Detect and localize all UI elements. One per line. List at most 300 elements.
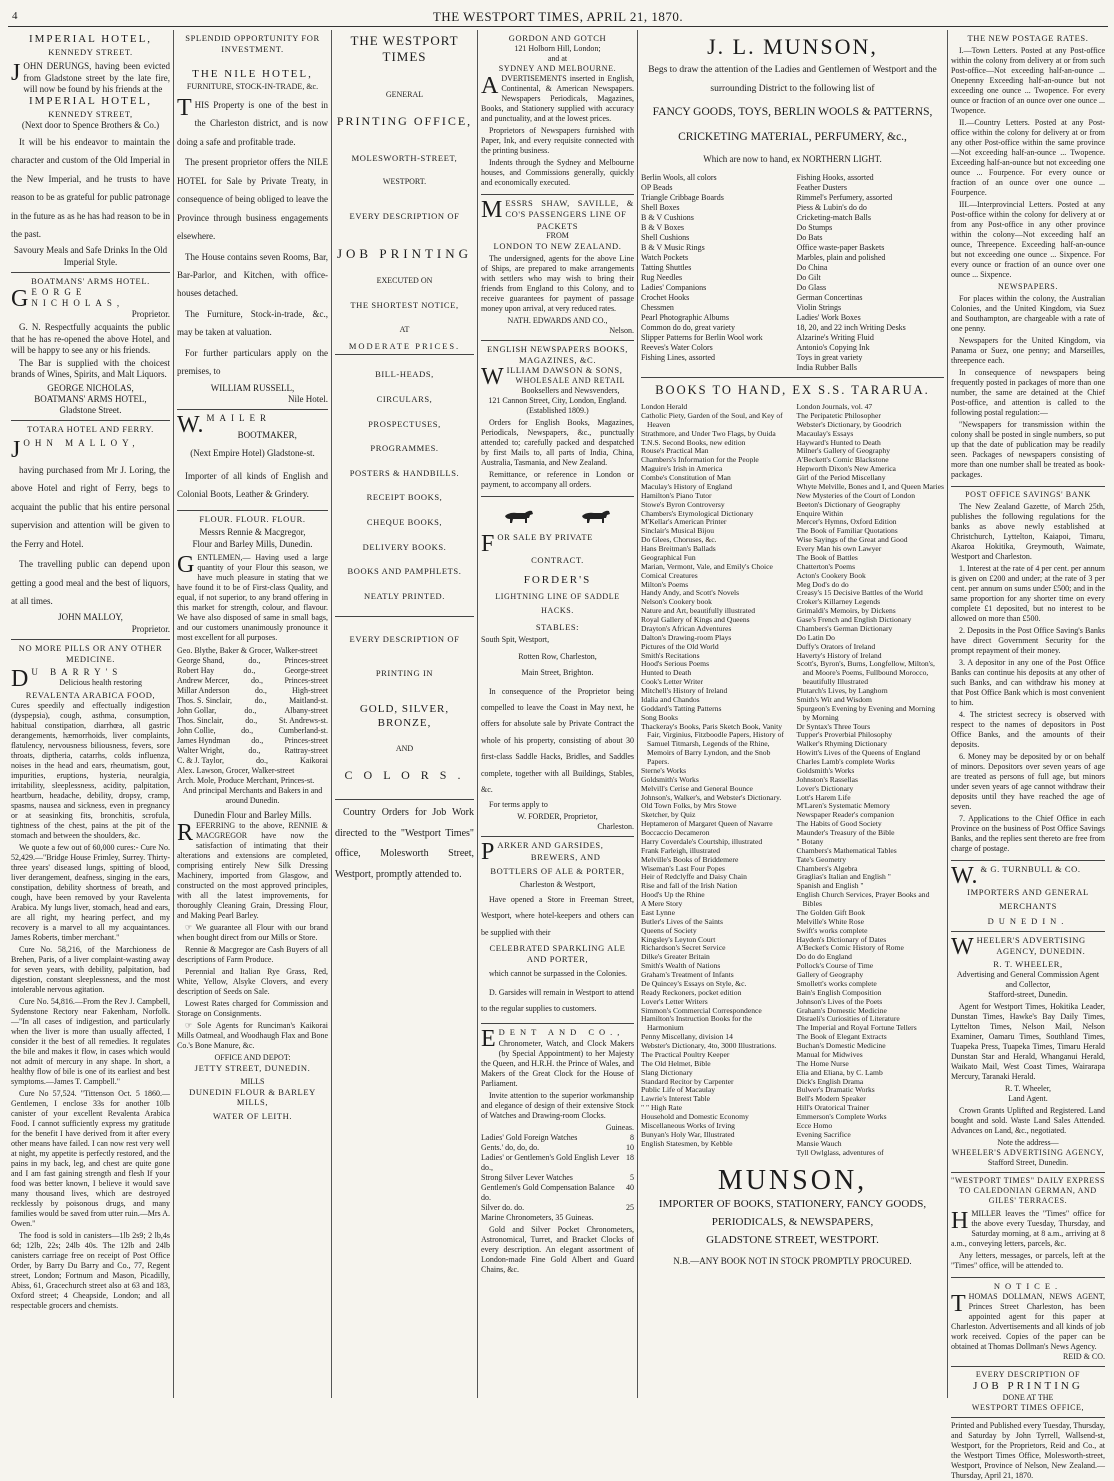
ad-body: The Furniture, Stock-in-trade, &c., may be taken at valuation.	[177, 308, 328, 338]
testimonial-cell: do.,	[251, 675, 263, 685]
ad-title: FLOUR. FLOUR. FLOUR.	[199, 513, 306, 524]
book-item: Smith's Recitations	[641, 650, 700, 660]
goods-item: Do Glass	[796, 283, 827, 293]
ad-title: THE WESTPORT TIMES	[350, 33, 459, 65]
ad-body: Invite attention to the superior workmanship and elegance of design of their extensive Stock of Watches and Drawing-room Clocks.	[481, 1090, 634, 1120]
testimonial-cell: do.,	[245, 715, 258, 725]
book-item: Song Books	[641, 712, 678, 722]
book-item: Gallery of Geography	[796, 970, 864, 980]
book-item: New Mysteries of the Court of London	[796, 490, 916, 500]
testimonial-cell: Princes-street	[284, 675, 328, 685]
ad-body: Agent for Westport Times, Hokitika Leader, Dunstan Times, Hawke's Bay Daily Times, Lyttelton Times, Nelson Mail, Nelson Examiner, Oamaru Times, Southland Times, Tuapeka Press, Tuapeka Times, Timaru Herald Dunstan Star and Herald, Whanganui Herald, Waikato Mail, West Coast Times, Wairarapa Mercury, Taranaki Herald.	[951, 1002, 1105, 1081]
goods-item: Do Gilt	[796, 273, 821, 283]
book-item: Old Town Folks, by Mrs Stowe	[641, 801, 737, 811]
book-item: Elia and Eliana, by C. Lamb	[796, 1067, 883, 1077]
column-3	[332, 30, 478, 1398]
book-item: Nelson's Cookery book	[641, 597, 712, 607]
ad-subtitle: Booksellers and Newsvenders,	[521, 386, 620, 396]
goods-item: Chessmen	[641, 303, 674, 313]
price-cell: Gents.' do, do, do.	[481, 1142, 540, 1152]
price-cell: 10	[626, 1142, 634, 1152]
book-item: Royal Gallery of Kings and Queens	[641, 615, 750, 625]
goods-item: Berlin Wools, all colors	[641, 173, 717, 183]
ad-boatmans-arms	[11, 273, 170, 421]
testimonial-name-row	[177, 746, 328, 756]
ad-heading: JOB PRINTING	[336, 245, 473, 261]
ad-address: DUNEDIN.	[987, 915, 1069, 926]
ad-body: 6. Money may be deposited by or on behalf of minors. Depositors over seven years of age are treated as persons of full age, but minors under seven years of age cannot withdraw their deposits until they have reached the age of seven.	[951, 751, 1105, 811]
ad-body: The House contains seven Rooms, Bar, Bar-Parlor, and Kitchen, with office-houses detached.	[177, 251, 328, 299]
drop-cap: T	[951, 1290, 966, 1317]
ad-body: Cure No 57,524. "Tittenson Oct. 5 1860.—Gentlemen, I enclose 33s for another 10lb canister of your excellent Revalenta Arabica Food. I cannot sufficiently express my gratitude for the benefit I have derived from it after every other means have failed. I can now rest very well at night, my appetite is perfectly restored, and the pains in my back, leg, and chest are quite gone and I am fast gaining strength and flesh If your food was better known, I believe it would save many thousand lives, which are destroyed recklessly by poisonous drugs, and many families would be saved from utter ruin.—Mrs A. Owen."	[11, 1088, 170, 1228]
price-cell: 5	[630, 1172, 634, 1182]
testimonial-name-row	[177, 676, 328, 686]
testimonial-name-row	[177, 726, 328, 736]
book-item: London Journals, vol. 47	[796, 402, 873, 412]
book-item: Maculay's History of England	[641, 481, 732, 491]
ad-heading: FORDER'S	[523, 574, 592, 586]
ad-body: Note the address—	[997, 1138, 1059, 1147]
price-cell: 8	[630, 1132, 634, 1142]
ad-body: Remittance, or reference in London or payment, to accompany all orders.	[481, 470, 634, 490]
book-item: Do Glees, Choruses, &c.	[641, 535, 717, 545]
drop-cap: F	[481, 531, 495, 558]
ad-address: Stafford Street, Dunedin.	[987, 1158, 1069, 1167]
testimonial-name-row	[177, 646, 328, 656]
book-item: Tate's Geometry	[796, 854, 847, 864]
goods-item: Pearl Photographic Albums	[641, 313, 729, 323]
testimonial-cell: Princes-street	[284, 735, 328, 745]
goods-item: Fishing Hooks, assorted	[796, 173, 874, 183]
book-item: " " High Rate	[641, 1103, 682, 1113]
testimonial-cell: Kaikorai	[299, 755, 328, 765]
ad-body: Newspapers for the United Kingdom, via Panama or Suez, one penny; and Marseilles, threepence each.	[951, 335, 1105, 365]
book-item: Rouse's Practical Man	[641, 446, 709, 456]
ad-signature: REID & CO.	[1063, 1351, 1105, 1361]
book-item: Bain's English Composition	[796, 987, 882, 997]
ad-body: 4. The strictest secrecy is observed with respect to the names of depositors in Post Office Banks, and the amounts of their deposits.	[951, 709, 1105, 749]
testimonial-cell: High-street	[291, 685, 328, 695]
book-item: Nature and Art, beautifully illustrated	[641, 606, 756, 616]
ad-heading: & G. TURNBULL & CO.	[980, 863, 1081, 874]
testimonial-cell: Millar Anderson	[177, 685, 230, 695]
ad-heading: ARKER AND GARSIDES,	[497, 840, 604, 851]
ad-body: III.—Interprovincial Letters. Posted at any Post-office within the colony for delivery at or from any Post-office in any other province within the colony—Not exceeding half an ounce, Threepence. Exceeding half-an-ounce but not exceeding one ounce ... Sixpence. For every ounce or fraction of an ounce over one ounce ... Sixpence.	[951, 199, 1105, 279]
book-item: Meg Dod's do do	[796, 579, 849, 589]
job-item: PROGRAMMES.	[370, 443, 439, 454]
ad-title: BOATMANS' ARMS HOTEL.	[31, 275, 150, 286]
ad-body: EVERY DESCRIPTION OF	[349, 211, 460, 222]
goods-item: Toys in great variety	[796, 353, 863, 363]
goods-item: Marbles, plain and polished	[796, 253, 886, 263]
horse-illustrations	[481, 506, 634, 526]
book-item: Maguire's Irish in America	[641, 464, 723, 474]
book-item: The Book of Elegant Extracts	[796, 1032, 887, 1042]
ad-subtitle: AGENCY, DUNEDIN.	[996, 945, 1086, 956]
ad-address: Rotten Row, Charleston,	[518, 651, 597, 661]
testimonial-names	[177, 646, 328, 786]
horse-icon	[578, 506, 614, 526]
ad-body: "Newspapers for transmission within the colony shall be posted in single numbers, so put up that the date of publication may be readily seen. Packages of newspapers consisting of more than one number shall be treated as book-packages.	[951, 419, 1105, 479]
ad-body: 3. A depositor in any one of the Post Office Banks can continue his deposits at any other of such Banks, and can withdraw his money at that Post Office Bank which is most convenient to him.	[951, 657, 1105, 707]
ad-heading: ESSRS SHAW, SAVILLE, & CO'S PASSENGERS LINE OF	[505, 197, 634, 219]
ad-body: The present proprietor offers the NILE HOTEL for Sale by Private Treaty, in consequence of being obliged to leave the Province through business engagements elsewhere.	[177, 157, 328, 242]
ad-body: EFERRING to the above, RENNIE & MACGREGOR have now the satisfaction of intimating that their alterations and extensions are completed, comprising entirely New Silk Dressing Machinery, imported from Glasgow, and constructed on the most approved principles, with all the latest improvements, for thoroughly Cleaning Grain, Dressing Flour, and Making Pearl Barley.	[177, 821, 328, 921]
book-item: Disraeli's Curiosities of Literature	[796, 1014, 900, 1024]
book-item: Smith's Wealth of Nations	[641, 961, 721, 971]
goods-item: Tatting Shuttles	[641, 263, 692, 273]
ad-body: 7. Applications to the Chief Office in each Province on the business of Post Office Savings Banks, and the replies sent thereto are free from charge of postage.	[951, 813, 1105, 853]
ad-signature: BOATMANS' ARMS HOTEL,	[34, 393, 147, 404]
ad-subtitle: OFFICE AND DEPOT:	[214, 1053, 291, 1063]
book-item: Macaulay's Essays	[796, 428, 854, 438]
ad-notice	[951, 1278, 1105, 1367]
book-item: Evening Sacrifice	[796, 1129, 851, 1139]
ad-heading: PACKETS	[536, 220, 579, 231]
ad-role: Proprietor.	[131, 623, 170, 634]
ad-body: Country Orders for Job Work directed to the "Westport Times" office, Molesworth Street, Westport, promptly attended to.	[335, 807, 474, 880]
ad-title: IMPERIAL HOTEL,	[28, 33, 153, 45]
book-item: Graglias's Italian and English "	[796, 872, 891, 882]
ad-title: GORDON AND GOTCH	[508, 33, 607, 43]
book-item: Maunder's Treasury of the Bible	[796, 828, 895, 838]
book-item: T.N.S. Second Books, new edition	[641, 437, 746, 447]
book-item: Lover's Dictionary	[796, 783, 854, 793]
goods-item: Do Bats	[796, 233, 823, 243]
goods-item: Do Stumps	[796, 223, 833, 233]
ad-heading: THE NILE HOTEL,	[192, 68, 313, 81]
goods-item: Triangle Cribbage Boards	[641, 193, 724, 203]
ad-role: MERCHANTS	[999, 901, 1057, 912]
ad-body: The travelling public can depend upon getting a good meal and the best of liquors, at all times.	[11, 559, 170, 606]
book-item: Comical Creatures	[641, 570, 698, 580]
ad-body: D. Garsides will remain in Westport to attend to the regular supplies to customers.	[481, 987, 634, 1013]
goods-item: Ladies' Companions	[641, 283, 707, 293]
testimonial-cell: George-street	[284, 665, 328, 675]
ad-body: Rennie & Macgregor are Cash Buyers of all descriptions of Farm Produce.	[177, 945, 328, 965]
ad-signature: GEORGE NICHOLAS,	[47, 382, 134, 393]
book-item: Bunyan's Holy War, Illustrated	[641, 1129, 735, 1139]
job-item: NEATLY PRINTED.	[363, 590, 446, 601]
ad-body: And principal Merchants and Bakers in and around Dunedin.	[182, 785, 323, 805]
book-item: Sketcher, by Quiz	[641, 810, 696, 820]
ad-role: Advertising and General Commission Agent and Collector,	[956, 970, 1100, 989]
ad-title: NOTICE.	[993, 1281, 1063, 1291]
book-item: Girl of the Period Miscellany	[796, 473, 886, 483]
testimonial-cell: do.,	[248, 655, 261, 665]
ad-heading: WATER OF LEITH.	[212, 1110, 293, 1121]
drop-cap: R	[177, 820, 194, 847]
testimonial-cell: St. Andrews-st.	[278, 715, 328, 725]
book-item: Tupper's Proverbial Philosophy	[796, 730, 893, 740]
price-row	[481, 1183, 634, 1203]
ad-body: EXECUTED ON	[376, 276, 433, 285]
ad-heading: CRICKETING MATERIAL, PERFUMERY, &c.,	[678, 130, 907, 143]
ad-heading: ILLIAM DAWSON & SONS,	[506, 365, 623, 376]
ad-signature: WILLIAM RUSSELL,	[210, 382, 295, 393]
ad-title: "WESTPORT TIMES" DAILY EXPRESS TO CALEDONIAN GERMAN, AND GILES' TERRACES.	[951, 1176, 1106, 1205]
book-item: Bell's Modern Speaker	[796, 1094, 866, 1104]
book-item: Croker's Killarney Legends	[796, 597, 881, 607]
ad-subtitle: Messrs Rennie & Macgregor,	[199, 527, 306, 538]
goods-item: 18, 20, and 22 inch Writing Desks	[796, 323, 906, 333]
ad-imperial-hotel	[11, 30, 170, 273]
ad-heading: U BARRY'S	[31, 667, 123, 678]
testimonial-name-row	[177, 766, 328, 776]
book-item: Household and Domestic Economy	[641, 1112, 749, 1122]
ad-subtitle: Dunedin Flour and Barley Mills.	[193, 809, 312, 820]
goods-list-left	[641, 173, 789, 373]
book-item: Wise Sayings of the Great and Good	[796, 535, 908, 545]
book-item: Dick's English Drama	[796, 1076, 864, 1086]
ad-wheeler-agency	[951, 932, 1105, 1174]
goods-item: Ladies' Work Boxes	[796, 313, 861, 323]
price-cell: Marine Chronometers, 35 Guineas.	[481, 1212, 594, 1222]
book-item: Newspaper Reader's companion	[796, 810, 895, 820]
ad-title: SPLENDID OPPORTUNITY FOR INVESTMENT.	[185, 33, 320, 54]
column-6	[948, 30, 1108, 1481]
goods-item: Alzarine's Writing Fluid	[796, 333, 874, 343]
testimonial-cell: do.,	[248, 745, 261, 755]
books-list-right	[797, 403, 945, 1157]
ad-body: ☞ Sole Agents for Runciman's Kaikorai Mills Oatmeal, and Woodhaugh Flax and Bone Co.'s Bone Manure, &c.	[177, 1021, 328, 1051]
book-item: Milner's Gallery of Geography	[796, 446, 891, 456]
drop-cap: A	[481, 72, 499, 99]
ad-munson-fancy-goods	[641, 30, 944, 378]
goods-item: Reeves's Water Colors	[641, 343, 713, 353]
book-item: A'Becket's Comic History of Rome	[796, 943, 904, 953]
book-item: Heptameron of Margaret Queen of Navarre	[641, 819, 773, 829]
book-item: Chambers's Algebra	[796, 863, 858, 873]
book-item: Tyll Owlglass, adventures of	[796, 1147, 884, 1157]
ad-subtitle: KENNEDY STREET.	[48, 46, 133, 57]
goods-item: Shell Cushions	[641, 233, 690, 243]
goods-item: Common do do, great variety	[641, 323, 735, 333]
testimonial-cell: Alex. Lawson, Grocer, Walker-street	[177, 765, 295, 775]
book-item: Lover's Letter Writers	[641, 996, 708, 1006]
book-item: Howitt's Lives of the Queens of England	[796, 748, 921, 758]
goods-item: German Concertinas	[796, 293, 863, 303]
book-item: Emmerson's Complete Works	[796, 1112, 887, 1122]
book-item: Spanish and English "	[796, 881, 864, 891]
ad-parker-garsides	[481, 837, 634, 1024]
price-row	[481, 1143, 634, 1153]
book-item: Rise and fall of the Irish Nation	[641, 881, 738, 891]
ad-body: Any letters, messages, or parcels, left at the "Times" office, will be attended to.	[951, 1251, 1105, 1270]
book-item: Marian, Vermont, Vale, and Emily's Choice	[641, 561, 773, 571]
price-cell: 18	[626, 1152, 634, 1162]
book-item: Milton's Poems	[641, 579, 689, 589]
ad-flour-mills	[177, 511, 328, 1126]
page-header	[8, 6, 1108, 27]
ad-body: The food is sold in canisters—1lb 2s9; 2 lb,4s 6d; 12lb, 22s; 24lb 40s. The 12lb and 24lb canisters carriage free on receipt of Post Office Order, by Barry Du Barry and Co., 77, Regent street, London; Fortnum and Mason, Picadilly, Abiss, 61, Gracechurch street also at 63 and 183, Oxford street; 4 Cheapside, London; and all respectable grocers and chemists.	[11, 1230, 170, 1310]
book-item: Johnston's Rassellas	[796, 774, 858, 784]
book-item: Dalton's Drawing-room Plays	[641, 632, 732, 642]
drop-cap: J	[11, 436, 21, 463]
ad-subtitle: Delicious health restoring	[59, 678, 142, 688]
book-item: Whyte Melville, Bones and I, and Queen Maries	[796, 481, 944, 491]
ad-body: The undersigned, agents for the above Line of Ships, are prepared to make arrangements with settlers who may wish to bring their friends from England to this Colony, and to receive guarantees for payment of passage money upon arrival, at very reduced rates.	[481, 253, 634, 313]
ad-role: Proprietor.	[131, 309, 170, 319]
book-item: Hood's Serious Poems	[641, 659, 710, 669]
ad-heading: WESTPORT TIMES OFFICE,	[971, 1403, 1085, 1413]
book-item: Acton's Cookery Book	[796, 570, 866, 580]
book-item: Bulwer's Dramatic Works	[796, 1085, 875, 1095]
book-item: The Peripatetic Philosopher	[796, 410, 881, 420]
ad-signature: Gladstone Street.	[59, 405, 122, 415]
ad-daily-express	[951, 1173, 1105, 1278]
book-item: The Imperial and Royal Fortune Tellers	[796, 1023, 917, 1033]
goods-item: Office waste-paper Baskets	[796, 243, 885, 253]
book-item: " Botany	[796, 836, 824, 846]
goods-list	[641, 173, 944, 373]
book-item: Miscellaneous Works of Irving	[641, 1120, 735, 1130]
ad-body: which cannot be surpassed in the Colonies.	[489, 969, 627, 979]
testimonial-cell: Arch. Mole, Produce Merchant, Princes-st.	[177, 775, 315, 785]
ad-address: 121 Cannon Street, City, London, England.	[488, 396, 627, 406]
ad-address: 121 Holborn Hill, London;	[514, 43, 601, 53]
ad-heading: DENT AND CO.,	[498, 1027, 625, 1038]
book-item: Smith's Wit and Wisdom	[796, 694, 872, 704]
price-cell: Strong Silver Lever Watches	[481, 1172, 573, 1182]
column-1	[8, 30, 174, 1398]
book-item: East Lynne	[641, 907, 675, 917]
ad-body: 2. Deposits in the Post Office Saving's Banks have direct Government Security for the prompt repayment of their money.	[951, 625, 1105, 655]
price-cell: Ladies' Gold Foreign Watches	[481, 1132, 578, 1142]
ad-role: Land Agent.	[1008, 1094, 1048, 1103]
goods-item: B & V Music Rings	[641, 243, 705, 253]
ad-body: The New Zealand Gazette, of March 25th, publishes the following regulations for the banks as above newly established at Christchurch, Lyttelton, Kaiapoi, Timaru, Akaroa Hokitika, Greymouth, Waimate, Westport and Charleston.	[951, 501, 1105, 561]
ad-heading: OHN MALLOY,	[23, 437, 140, 448]
book-item: Kingsley's Leyton Court	[641, 934, 716, 944]
book-item: London Herald	[641, 402, 688, 412]
book-item: Grimaldi's Memoirs, by Dickens	[796, 606, 896, 616]
book-item: A'Beckett's Comic Blackstone	[796, 455, 889, 465]
book-item: Plutarch's Lives, by Langhorn	[796, 686, 888, 696]
book-item: Swift's works complete	[796, 925, 868, 935]
testimonial-cell: Andrew Mercer,	[177, 675, 230, 685]
book-item: Pictures of the Old World	[641, 641, 719, 651]
book-item: Walker's Rhyming Dictionary	[796, 739, 888, 749]
ad-postage-rates	[951, 30, 1105, 487]
book-item: Boccaccio Decameron	[641, 828, 710, 838]
book-item: Butler's Lives of the Saints	[641, 916, 723, 926]
ad-subtitle: FURNITURE, STOCK-IN-TRADE, &c.	[186, 82, 319, 91]
ad-body: AT	[399, 324, 410, 334]
book-item: Do do do England	[796, 952, 852, 962]
book-item: Hayden's Dictionary of Dates	[796, 934, 887, 944]
price-row	[481, 1213, 634, 1223]
goods-item: Violin Strings	[796, 303, 842, 313]
book-item: Hamilton's Piano Tutor	[641, 490, 712, 500]
ad-body: Cure No. 54,816.—From the Rev J. Campbell, Sydenstone Rectory near Fakenham, Norfolk.—"In all cases of indigestion, and particularly when the liver is more than usually affected, I consider it the best of all remedies. It regulates the bile and makes it flow, in cases which would not admit of mercury in any shape. In short, a healthy flow of bile is one of its earliest and best symptoms.—James T. Campbell."	[11, 996, 170, 1086]
book-item: Simmon's Commercial Correspondence	[641, 1005, 762, 1015]
job-item: POSTERS & HANDBILLS.	[349, 467, 460, 478]
book-item: Johnson's, Walker's, and Webster's Dictionary.	[641, 792, 782, 802]
ad-heading: GOLD, SILVER, BRONZE,	[359, 702, 450, 729]
ad-subtitle: MILLS	[240, 1076, 265, 1086]
job-item: PROSPECTUSES,	[368, 418, 441, 429]
price-cell: Ladies' or Gentlemen's Gold English Lever do.,	[481, 1152, 620, 1172]
book-item: Chambers's German Dictionary	[796, 623, 893, 633]
testimonial-cell: James Hyndman	[177, 735, 231, 745]
ad-subtitle: LIGHTNING LINE OF SADDLE	[495, 591, 620, 601]
book-item: Melvill's Cerise and General Bounce	[641, 783, 753, 793]
testimonial-name-row	[177, 656, 328, 666]
book-item: The Book of Familiar Quotations	[796, 526, 898, 536]
book-item: Pollock's Course of Time	[796, 961, 874, 971]
ad-body: DONE AT THE	[1002, 1393, 1054, 1403]
ad-body: Lowest Rates charged for Commission and Storage on Consignments.	[177, 999, 328, 1019]
book-item: English Church Services, Prayer Books and Bibles	[796, 890, 930, 909]
book-item: Goldsmith's Works	[796, 765, 855, 775]
testimonial-cell: do.,	[255, 755, 268, 765]
ad-heading: HEELER'S ADVERTISING	[976, 934, 1086, 945]
ad-savings-bank	[951, 487, 1105, 861]
ad-heading: STABLES:	[535, 621, 580, 632]
book-item: Wiseman's Last Four Popes	[641, 863, 725, 873]
job-item: DELIVERY BOOKS.	[362, 541, 447, 552]
book-item: Beeton's Dictionary of Geography	[796, 499, 901, 509]
book-item: De Quincey's Essays on Style, &c.	[641, 978, 747, 988]
goods-item: B & V Cushions	[641, 213, 694, 223]
goods-item: Fishing Lines, assorted	[641, 353, 715, 363]
ad-heading: MAILER	[206, 413, 271, 424]
ad-title: ENGLISH NEWSPAPERS BOOKS, MAGAZINES, &C.	[486, 343, 629, 365]
book-item: Goldsmith's Works	[641, 774, 699, 784]
ad-body: For terms apply to	[489, 800, 548, 810]
ad-heading: CELEBRATED SPARKLING ALE	[489, 942, 626, 953]
horse-icon	[501, 506, 537, 526]
book-item: Frank Farleigh, illustrated	[641, 845, 721, 855]
ad-body: (Established 1809.)	[526, 406, 589, 416]
ad-heading: C O L O R S .	[344, 768, 465, 783]
testimonial-name-row	[177, 686, 328, 696]
ad-body: FROM	[546, 231, 569, 241]
ad-body: EVERY DESCRIPTION OF	[975, 1369, 1081, 1379]
testimonial-cell: do.,	[251, 735, 264, 745]
book-item: Smollett's works complete	[796, 978, 877, 988]
book-item: Handy Andy, and Scott's Novels	[641, 588, 740, 598]
testimonial-cell: Robert Hay	[177, 665, 215, 675]
job-item-list	[335, 369, 474, 601]
book-item: Haverty's History of Ireland	[796, 650, 882, 660]
ad-heading: FANCY GOODS, TOYS, BERLIN WOOLS & PATTERNS,	[652, 106, 933, 119]
goods-item: B & V Boxes	[641, 223, 685, 233]
ad-body: Importer of all kinds of English and Colonial Boots, Leather & Grindery.	[177, 470, 328, 500]
testimonial-cell: C. & J. Taylor,	[177, 755, 224, 765]
job-item: RECEIPT BOOKS,	[366, 492, 443, 503]
ad-body: Begs to draw the attention of the Ladies and Gentlemen of Westport and the surrounding District to the following list of	[648, 64, 937, 94]
ad-body: HIS Property is one of the best in the Charleston district, and is now doing a safe and profitable trade.	[177, 100, 328, 147]
ad-signature: JOHN MALLOY,	[58, 612, 123, 623]
book-item: The Practical Poultry Keeper	[641, 1049, 730, 1059]
book-item: Chambers's Information for the People	[641, 455, 759, 465]
testimonial-name-row	[177, 756, 328, 766]
ad-heading: REVALENTA ARABICA FOOD,	[25, 690, 156, 701]
ad-turnbull	[951, 861, 1105, 932]
book-item: Buchan's Domestic Medicine	[796, 1041, 886, 1051]
book-item: Hill's Oratorical Trainer	[796, 1103, 870, 1113]
goods-item: India Rubber Balls	[796, 363, 857, 373]
ad-title: THE NEW POSTAGE RATES.	[967, 33, 1089, 43]
book-item: Combe's Constitution of Man	[641, 473, 731, 483]
ad-body: PRINTING IN	[375, 668, 434, 679]
book-item: Idalia and Chandos	[641, 694, 700, 704]
drop-cap: P	[481, 839, 495, 866]
ad-signature: W. FORDER, Proprietor,	[517, 812, 598, 822]
ad-body: Chronometer, Watch, and Clock Makers (by Special Appointment) to her Majesty the Queen, and H.R.H. the Prince of Wales, and Makers of the Great Clock for the House of Parliament.	[481, 1038, 634, 1088]
